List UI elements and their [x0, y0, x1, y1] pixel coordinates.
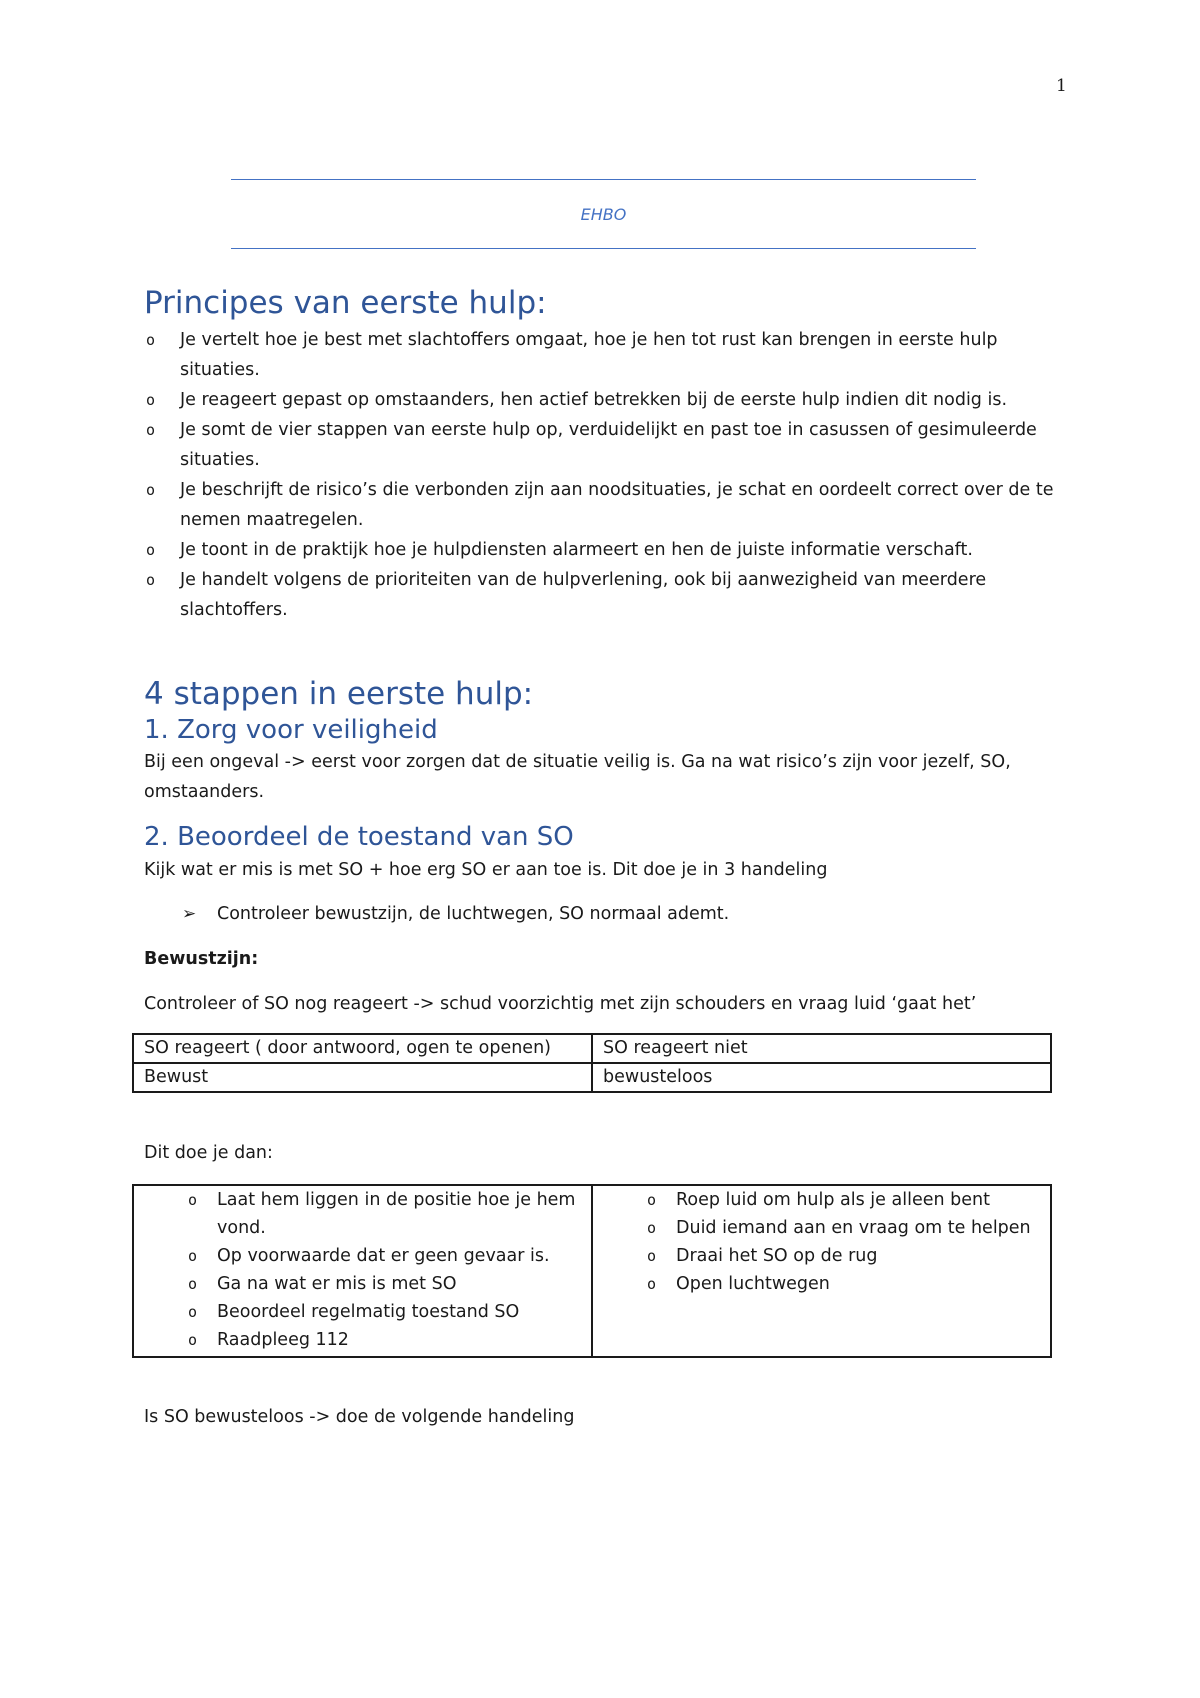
quote-bottom-rule [231, 248, 976, 249]
section-heading-principes: Principes van eerste hulp: [144, 285, 547, 321]
table-cell: SO reageert ( door antwoord, ogen te openen) [133, 1034, 592, 1063]
table-cell: Bewust [133, 1063, 592, 1092]
step2-text: Kijk wat er mis is met SO + hoe erg SO er aan toe is. Dit doe je in 3 handeling [144, 860, 828, 881]
list-item: o Duid iemand aan en vraag om te helpen [647, 1218, 1031, 1239]
table-cell: SO reageert niet [592, 1034, 1051, 1063]
list-item: o Beoordeel regelmatig toestand SO [188, 1302, 520, 1323]
list-item: o Op voorwaarde dat er geen gevaar is. [188, 1246, 550, 1267]
list-item: o Open luchtwegen [647, 1274, 830, 1295]
list-item: o Je toont in de praktijk hoe je hulpdiensten alarmeert en hen de juiste informatie verschaft. [146, 539, 973, 560]
step2-heading: 2. Beoordeel de toestand van SO [144, 822, 574, 853]
header-quote: EHBO [580, 205, 627, 224]
arrow-bullet-item: ➢ Controleer bewustzijn, de luchtwegen, SO normaal ademt. [144, 899, 1056, 929]
table-row [133, 1034, 1051, 1063]
list-item: o Je vertelt hoe je best met slachtoffers omgaat, hoe je hen tot rust kan brengen in eerste hulp situaties. [146, 329, 998, 380]
step1-heading: 1. Zorg voor veiligheid [144, 714, 438, 745]
list-item: o Laat hem liggen in de positie hoe je hem vond. [188, 1190, 576, 1239]
actions-right-cell [592, 1185, 1051, 1357]
list-item: o Je handelt volgens de prioriteiten van de hulpverlening, ook bij aanwezigheid van meerdere slachtoffers. [146, 569, 987, 620]
list-item: o Roep luid om hulp als je alleen bent [647, 1190, 990, 1211]
document-body [144, 284, 1056, 1432]
table-row [133, 1063, 1051, 1092]
list-item: o Draai het SO op de rug [647, 1246, 878, 1267]
principles-list [144, 325, 1056, 625]
arrow-bullet-icon: ➢ [182, 904, 197, 925]
bewustzijn-text: Controleer of SO nog reageert -> schud voorzichtig met zijn schouders en vraag luid ‘gaat het’ [144, 994, 977, 1015]
section-heading-stappen: 4 stappen in eerste hulp: [144, 675, 534, 712]
bewustzijn-heading: Bewustzijn: [144, 949, 259, 970]
quote-top-rule [231, 179, 976, 180]
table-row [133, 1185, 1051, 1357]
actions-right-list [603, 1186, 1040, 1298]
list-item: o Raadpleeg 112 [188, 1330, 349, 1351]
actions-left-list [144, 1186, 581, 1354]
list-item: o Je somt de vier stappen van eerste hulp op, verduidelijkt en past toe in casussen of gesimuleerde situaties. [146, 419, 1037, 470]
step1-text: Bij een ongeval -> eerst voor zorgen dat de situatie veilig is. Ga na wat risico’s zijn voor jezelf, SO, omstaanders. [144, 752, 1011, 803]
actions-left-cell [133, 1185, 592, 1357]
closing-text: Is SO bewusteloos -> doe de volgende handeling [144, 1407, 575, 1428]
actions-table [132, 1184, 1052, 1358]
response-table [132, 1033, 1052, 1093]
list-item: o Je reageert gepast op omstaanders, hen actief betrekken bij de eerste hulp indien dit nodig is. [146, 389, 1008, 410]
table-cell: bewusteloos [592, 1063, 1051, 1092]
dit-doe-je-dan-text: Dit doe je dan: [144, 1143, 273, 1164]
list-item: o Ga na wat er mis is met SO [188, 1274, 457, 1295]
list-item: o Je beschrijft de risico’s die verbonden zijn aan noodsituaties, je schat en oordeelt correct over de te nemen maatregelen. [146, 479, 1054, 530]
page-number: 1 [1056, 76, 1067, 96]
